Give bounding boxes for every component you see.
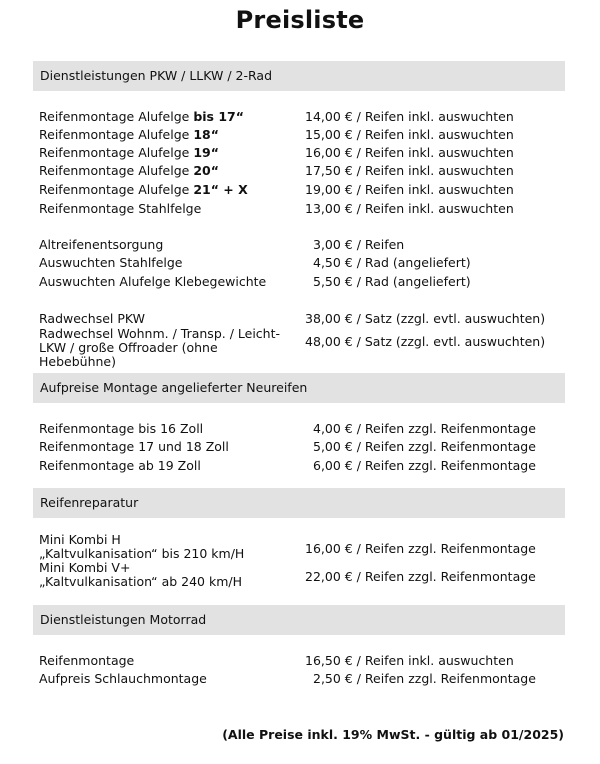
section-header-reparatur: Reifenreparatur bbox=[33, 488, 565, 518]
service-label: Radwechsel Wohnm. / Transp. / Leicht-LKW / große Offroader (ohne Hebebühne) bbox=[39, 326, 281, 369]
service-label: Reifenmontage bbox=[39, 653, 135, 668]
price-text: 4,50 € / Rad (angeliefert) bbox=[313, 255, 471, 270]
service-label: Reifenmontage ab 19 Zoll bbox=[39, 458, 201, 473]
service-label: Mini Kombi V+ „Kaltvulkanisation“ ab 240 km/H bbox=[39, 560, 242, 589]
price-text: 14,00 € / Reifen inkl. auswuchten bbox=[305, 109, 514, 124]
service-label: Reifenmontage 17 und 18 Zoll bbox=[39, 439, 229, 454]
price-text: 16,00 € / Reifen zzgl. Reifenmontage bbox=[305, 541, 536, 556]
price-text: 16,50 € / Reifen inkl. auswuchten bbox=[305, 653, 514, 668]
service-label: Reifenmontage Alufelge 21“ + X bbox=[39, 182, 248, 197]
page-title: Preisliste bbox=[235, 6, 365, 34]
service-label: Auswuchten Stahlfelge bbox=[39, 255, 183, 270]
service-label: Mini Kombi H „Kaltvulkanisation“ bis 210 km/H bbox=[39, 532, 245, 561]
service-label: Reifenmontage bis 16 Zoll bbox=[39, 421, 204, 436]
service-label: Reifenmontage Alufelge 20“ bbox=[39, 163, 219, 178]
service-label: Radwechsel PKW bbox=[39, 311, 146, 326]
service-label: Reifenmontage Alufelge 18“ bbox=[39, 127, 219, 142]
service-label: Auswuchten Alufelge Klebegewichte bbox=[39, 274, 267, 289]
footer-note: (Alle Preise inkl. 19% MwSt. - gültig ab 01/2025) bbox=[222, 727, 564, 742]
price-text: 6,00 € / Reifen zzgl. Reifenmontage bbox=[313, 458, 536, 473]
price-text: 2,50 € / Reifen zzgl. Reifenmontage bbox=[313, 671, 536, 686]
section-header-neureifen: Aufpreise Montage angelieferter Neureifen bbox=[33, 373, 565, 403]
service-label: Altreifenentsorgung bbox=[39, 237, 164, 252]
service-label: Aufpreis Schlauchmontage bbox=[39, 671, 207, 686]
price-text: 19,00 € / Reifen inkl. auswuchten bbox=[305, 182, 514, 197]
section-header-pkw: Dienstleistungen PKW / LLKW / 2-Rad bbox=[33, 61, 565, 91]
price-text: 13,00 € / Reifen inkl. auswuchten bbox=[305, 201, 514, 216]
price-text: 4,00 € / Reifen zzgl. Reifenmontage bbox=[313, 421, 536, 436]
price-text: 5,50 € / Rad (angeliefert) bbox=[313, 274, 471, 289]
price-text: 22,00 € / Reifen zzgl. Reifenmontage bbox=[305, 569, 536, 584]
service-label: Reifenmontage Alufelge bis 17“ bbox=[39, 109, 244, 124]
price-text: 15,00 € / Reifen inkl. auswuchten bbox=[305, 127, 514, 142]
price-text: 16,00 € / Reifen inkl. auswuchten bbox=[305, 145, 514, 160]
price-text: 38,00 € / Satz (zzgl. evtl. auswuchten) bbox=[305, 311, 546, 326]
service-label: Reifenmontage Alufelge 19“ bbox=[39, 145, 219, 160]
price-text: 5,00 € / Reifen zzgl. Reifenmontage bbox=[313, 439, 536, 454]
price-text: 17,50 € / Reifen inkl. auswuchten bbox=[305, 163, 514, 178]
service-label: Reifenmontage Stahlfelge bbox=[39, 201, 202, 216]
price-text: 3,00 € / Reifen bbox=[313, 237, 405, 252]
section-header-motorrad: Dienstleistungen Motorrad bbox=[33, 605, 565, 635]
price-text: 48,00 € / Satz (zzgl. evtl. auswuchten) bbox=[305, 334, 546, 349]
